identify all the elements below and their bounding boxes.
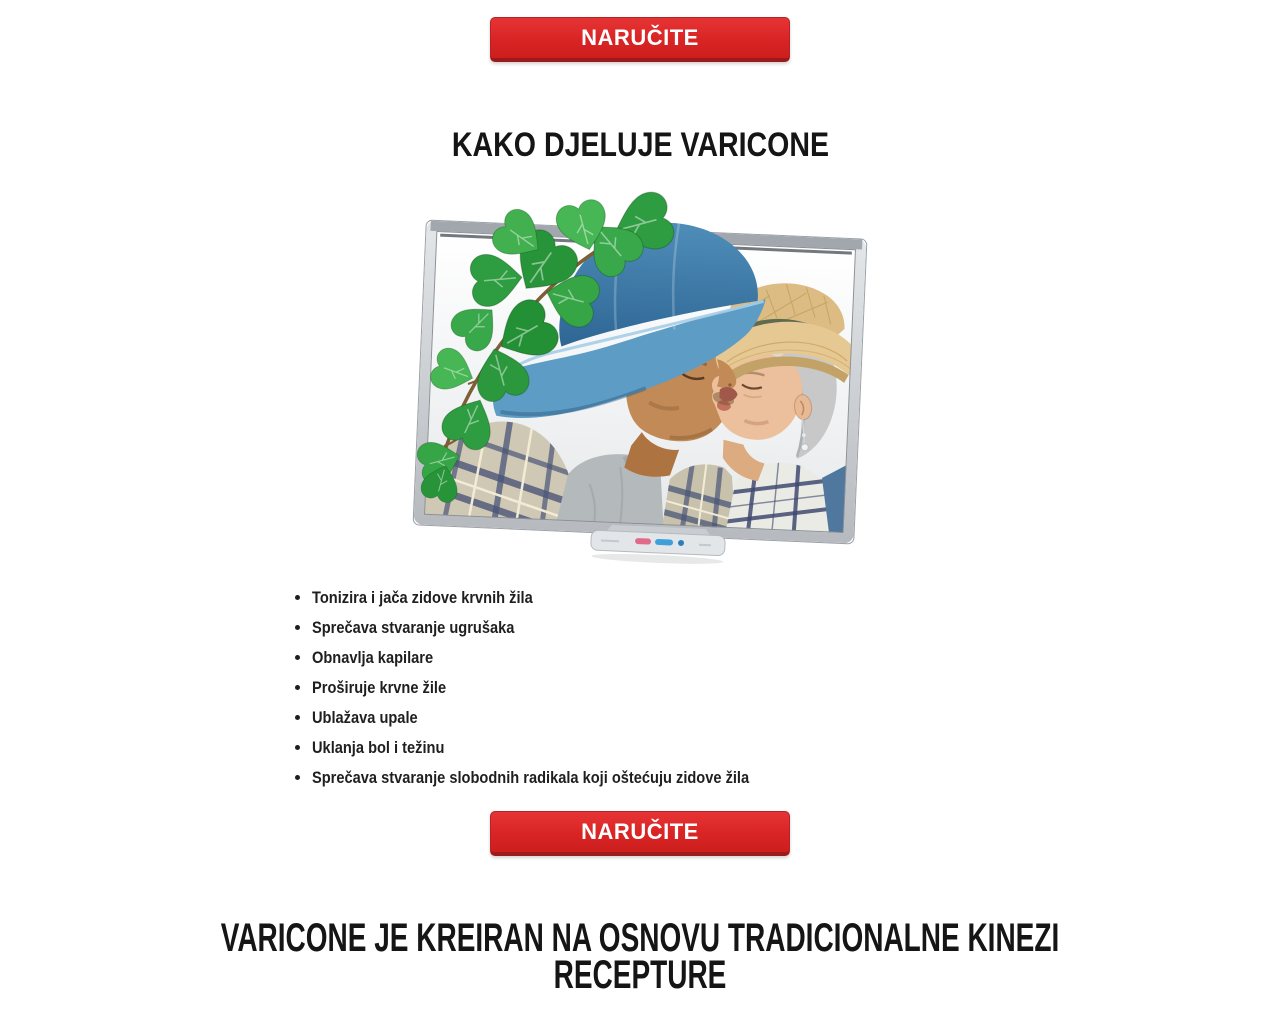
order-button-top[interactable]: NARUČITE [490,17,790,62]
benefit-text: Sprečava stvaranje slobodnih radikala koji oštećuju zidove žila [312,768,750,787]
how-it-works-heading [0,126,1280,164]
benefit-item [312,708,990,727]
recipe-heading-line-2: RECEPTURE [553,953,727,997]
benefit-text: Sprečava stvaranje ugrušaka [312,618,515,637]
product-photo [410,188,870,566]
benefit-item [312,618,990,637]
benefit-item [312,678,990,697]
benefits-list [290,588,990,787]
benefit-item [312,768,990,787]
recipe-heading-line-1: VARICONE JE KREIRAN NA OSNOVU TRADICIONALNE KINEZI [220,916,1060,960]
order-button-bottom[interactable]: NARUČITE [490,811,790,856]
landing-page [0,17,1280,997]
marker-tray [590,524,725,566]
benefit-item [312,648,990,667]
benefit-text: Proširuje krvne žile [312,678,447,697]
couple-photo-illustration [410,188,870,566]
benefits-section [290,588,990,787]
benefit-text: Obnavlja kapilare [312,648,434,667]
benefit-text: Uklanja bol i težinu [312,738,445,757]
benefit-item [312,738,990,757]
how-it-works-heading-text: KAKO DJELUJE VARICONE [451,126,829,164]
benefit-item [312,588,990,607]
recipe-heading [0,916,1280,997]
benefit-text: Tonizira i jača zidove krvnih žila [312,588,533,607]
benefit-text: Ublažava upale [312,708,418,727]
